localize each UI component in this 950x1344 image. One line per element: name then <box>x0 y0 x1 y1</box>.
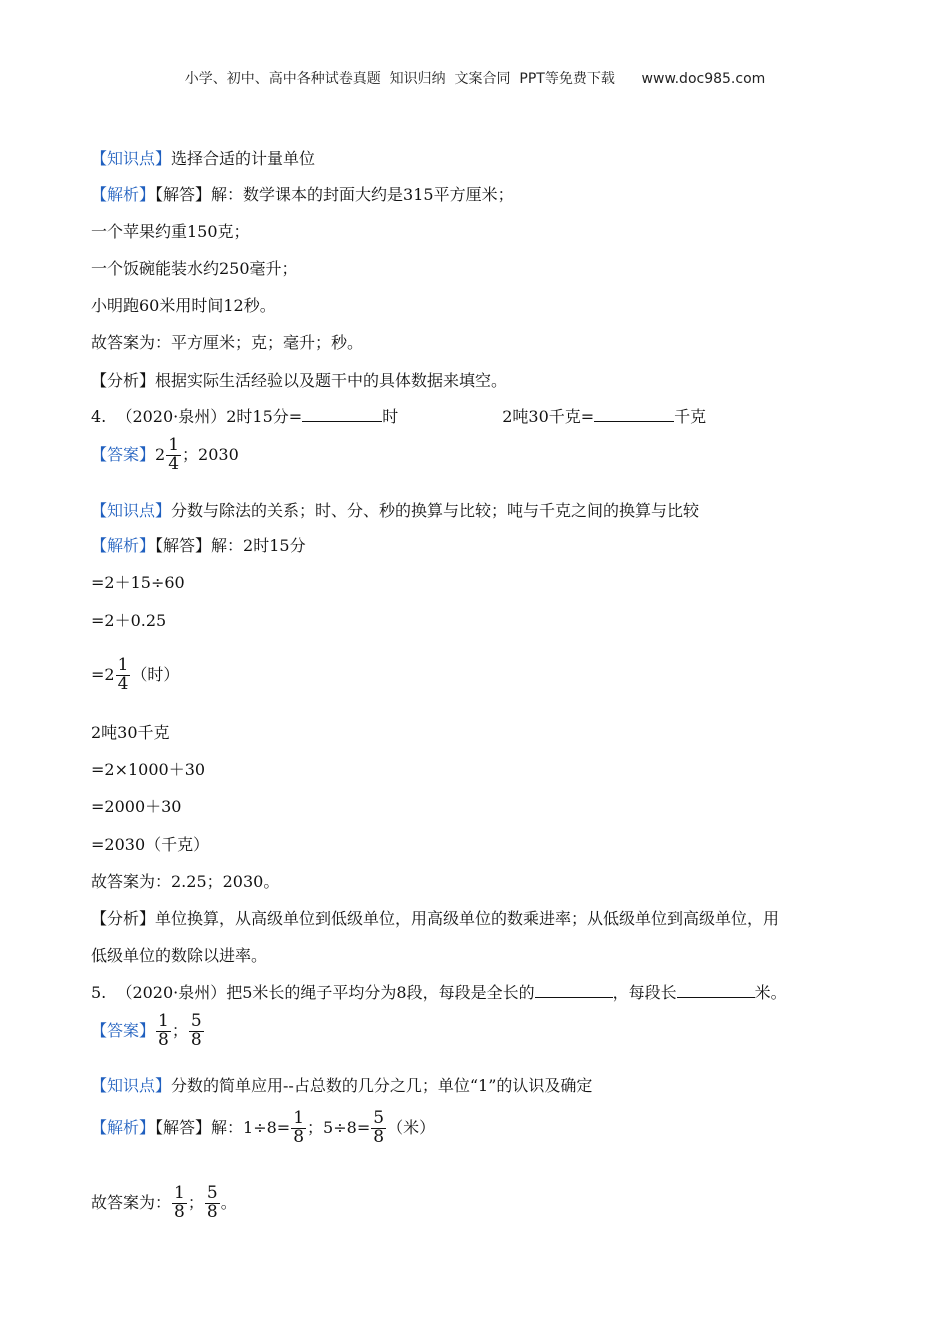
step3-fraction: $\frac{1}{4}$ <box>117 655 129 694</box>
q4-step-4: 2吨30千克 <box>91 723 170 742</box>
ans-fraction-2: $\frac{5}{8}$ <box>190 1011 202 1050</box>
final-fraction-2: $\frac{5}{8}$ <box>206 1183 218 1222</box>
answer-blank <box>302 407 382 422</box>
q4-step-5: =2×1000＋30 <box>91 760 206 779</box>
ans-rest: ；2030 <box>182 444 239 464</box>
jx-tag: 【解析】 <box>91 185 156 204</box>
q4-answer <box>91 437 239 474</box>
q4-step-1: =2＋15÷60 <box>91 573 185 592</box>
q5-number: 5. <box>91 983 107 1002</box>
kp-text: 分数的简单应用--占总数的几分之几；单位“1”的认识及确定 <box>171 1076 593 1095</box>
kp-tag: 【知识点】 <box>91 1076 172 1095</box>
q4-analysis-note <box>91 906 779 929</box>
q3-analysis-note <box>91 368 507 391</box>
ans-tag: 【答案】 <box>91 1020 156 1040</box>
q3-line-2: 一个苹果约重150克； <box>91 222 250 241</box>
fx-text: 根据实际生活经验以及题干中的具体数据来填空。 <box>155 371 508 390</box>
q5-answer: 【答案】 $\frac{1}{8}$ ； $\frac{5}{8}$ <box>91 1011 202 1050</box>
q4-knowledge-point <box>91 498 699 521</box>
final-fraction-1: $\frac{1}{8}$ <box>174 1183 185 1222</box>
q5-knowledge-point <box>91 1073 592 1096</box>
fx-tag: 【分析】 <box>91 909 156 928</box>
kp-text: 分数与除法的关系；时、分、秒的换算与比较；吨与千克之间的换算与比较 <box>171 501 700 520</box>
ans-tag: 【答案】 <box>91 444 156 464</box>
ans-fraction-1: $\frac{1}{8}$ <box>158 1011 169 1050</box>
q5-source: （2020·泉州） <box>116 983 227 1002</box>
kp-tag: 【知识点】 <box>91 149 172 168</box>
q3-final-answer: 故答案为：平方厘米；克；毫升；秒。 <box>91 333 364 352</box>
jx-tag: 【解析】 <box>91 536 156 555</box>
q3-knowledge-point <box>91 146 315 169</box>
q4-analysis <box>91 533 306 556</box>
jd-tag: 【解答】 <box>155 536 212 555</box>
q4-part2: 2吨30千克= <box>502 407 595 426</box>
jx-text: 解：2时15分 <box>211 536 306 555</box>
q4-number: 4. <box>91 407 107 426</box>
ans-fraction: $\frac{1}{4}$ <box>168 435 180 474</box>
kp-text: 选择合适的计量单位 <box>171 149 316 168</box>
q4-final-answer: 故答案为：2.25；2030。 <box>91 872 280 891</box>
ans-whole: 2 <box>155 444 166 464</box>
q4-step-3: =2 $\frac{1}{4}$ （时） <box>91 655 180 694</box>
q4-unit2: 千克 <box>674 407 707 426</box>
q5-final-answer: 故答案为： $\frac{1}{8}$ ； $\frac{5}{8}$ 。 <box>91 1183 237 1222</box>
q4-step-7: =2030（千克） <box>91 835 210 854</box>
q4-question <box>91 404 706 427</box>
jx-text: 解：数学课本的封面大约是315平方厘米； <box>211 185 514 204</box>
answer-blank <box>677 983 755 998</box>
q3-line-4: 小明跑60米用时间12秒。 <box>91 296 276 315</box>
q4-analysis-note-2: 低级单位的数除以进率。 <box>91 946 268 965</box>
page-header: 小学、初中、高中各种试卷真题 知识归纳 文案合同 PPT等免费下载 www.doc985.com <box>184 71 766 87</box>
fx-text: 单位换算，从高级单位到低级单位，用高级单位的数乘进率；从低级单位到高级单位，用 <box>155 909 780 928</box>
jx-fraction-1: $\frac{1}{8}$ <box>293 1108 305 1147</box>
jx-fraction-2: $\frac{5}{8}$ <box>373 1108 385 1147</box>
q4-source: （2020·泉州） <box>116 407 227 426</box>
q5-question: 5. （2020·泉州）把5米长的绳子平均分为8段，每段是全长的 ，每段长 米。 <box>91 983 787 1002</box>
q4-part1: 2时15分= <box>226 407 303 426</box>
jd-tag: 【解答】 <box>155 1117 212 1137</box>
q5-analysis: 【解析】【解答】解：1÷8= $\frac{1}{8}$ ；5÷8= $\frac{5}{8}$ （米） <box>91 1108 436 1147</box>
answer-blank <box>535 983 613 998</box>
q4-step-2: =2＋0.25 <box>91 611 167 630</box>
q4-step-6: =2000＋30 <box>91 797 182 816</box>
q3-line-3: 一个饭碗能装水约250毫升； <box>91 259 298 278</box>
jd-tag: 【解答】 <box>155 185 212 204</box>
kp-tag: 【知识点】 <box>91 501 172 520</box>
q4-unit1: 时 <box>382 407 399 426</box>
fx-tag: 【分析】 <box>91 371 156 390</box>
q3-analysis <box>91 182 514 205</box>
jx-tag: 【解析】 <box>91 1117 156 1137</box>
answer-blank <box>594 407 674 422</box>
